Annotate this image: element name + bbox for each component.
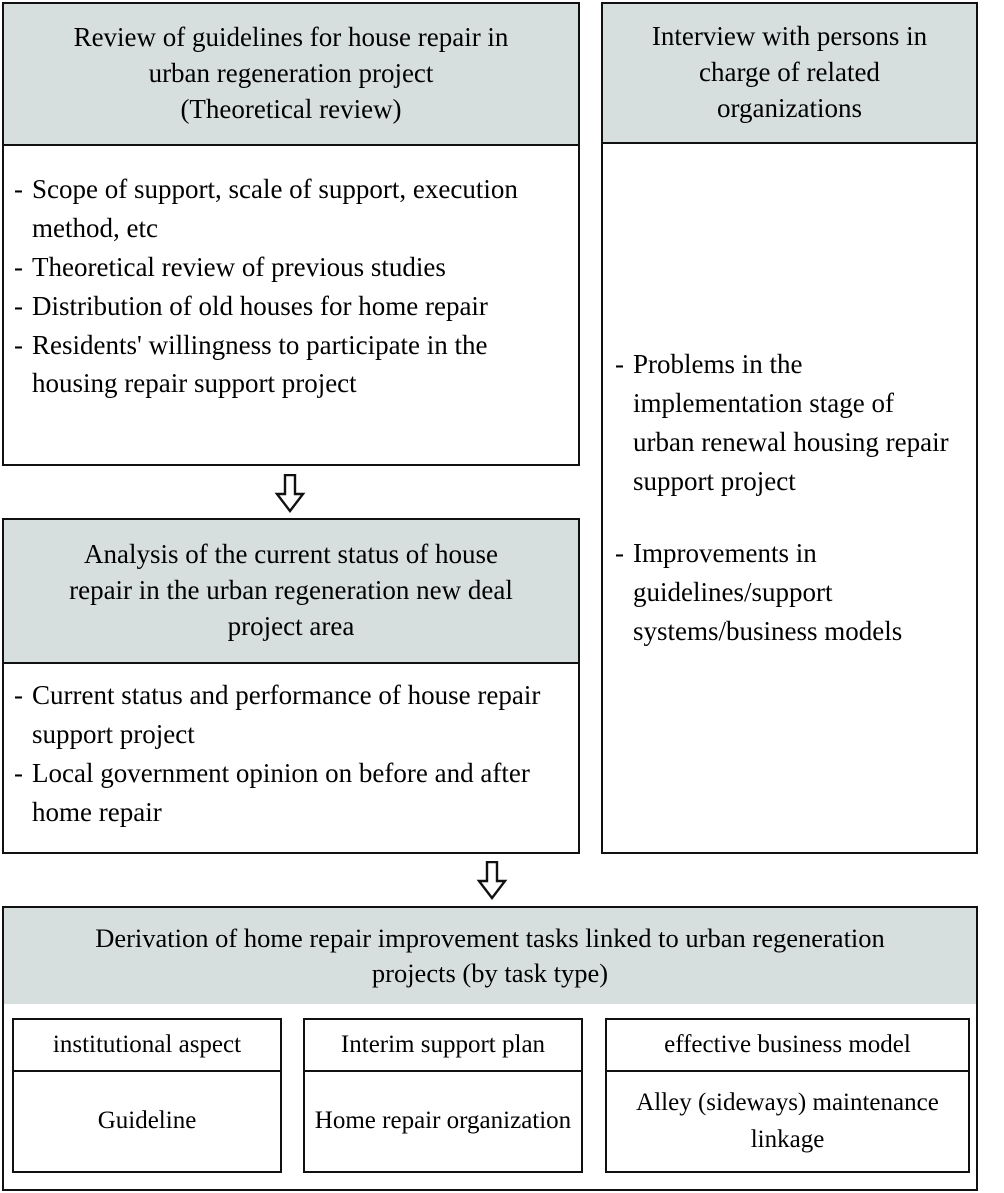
list-item: - Residents' willingness to participate in the housing repair support project (12, 326, 566, 404)
box-analysis-bullet-list (12, 676, 568, 832)
box-derivation-header (4, 908, 976, 1004)
subbox-interim-title: Interim support plan (305, 1020, 581, 1072)
box-review-header (4, 4, 578, 146)
box-interview-header-line-3: organizations (717, 92, 862, 123)
box-analysis-header-line-3: project area (227, 610, 355, 641)
box-interview-header-line-1: Interview with persons in (651, 21, 928, 52)
arrow-down-outline-icon (274, 474, 306, 519)
subbox-institutional-title: institutional aspect (14, 1020, 280, 1072)
list-item: - Distribution of old houses for home repair (12, 287, 566, 326)
box-review-bullet-list (12, 170, 566, 403)
box-review-of-guidelines (2, 2, 580, 466)
subbox-interim-support-plan (303, 1018, 583, 1173)
box-review-header-line-1: Review of guidelines for house repair in (73, 22, 509, 53)
subbox-interim-content: Home repair organization (314, 1107, 572, 1135)
box-interview-header-line-2: charge of related (699, 57, 880, 88)
arrow-down-outline-icon (476, 861, 508, 906)
subbox-effective-title: effective business model (607, 1020, 968, 1072)
box-analysis-body (4, 664, 578, 852)
box-review-header-line-2: urban regeneration project (148, 58, 434, 89)
box-interview-body (603, 144, 976, 852)
box-analysis-current-status (2, 518, 580, 854)
box-review-body (4, 146, 578, 464)
list-item: - Local government opinion on before and after home repair (12, 754, 568, 832)
list-item: - Current status and performance of house repair support project (12, 676, 568, 754)
box-interview-header (603, 4, 976, 144)
subbox-effective-business-model (605, 1018, 970, 1173)
box-derivation-body (4, 1004, 976, 1189)
box-analysis-header-line-2: repair in the urban regeneration new deal (69, 575, 513, 606)
box-analysis-header-line-1: Analysis of the current status of house (84, 539, 498, 570)
box-review-header-line-3: (Theoretical review) (180, 93, 402, 124)
list-item: - Scope of support, scale of support, execution method, etc (12, 170, 566, 248)
subbox-institutional-aspect (12, 1018, 282, 1173)
box-derivation-header-line-2: projects (by task type) (371, 958, 609, 988)
list-item: - Theoretical review of previous studies (12, 248, 566, 287)
box-interview-with-persons (601, 2, 978, 854)
box-interview-bullet-list (613, 345, 962, 651)
subbox-institutional-content: Guideline (97, 1107, 197, 1135)
box-derivation-of-tasks (2, 906, 978, 1191)
box-derivation-header-line-1: Derivation of home repair improvement tasks linked to urban regeneration (95, 922, 885, 953)
subbox-effective-content: Alley (sideways) maintenance linkage (636, 1089, 939, 1153)
list-item: - Improvements in guidelines/support systems/business models (613, 534, 962, 651)
list-item: - Problems in the implementation stage of urban renewal housing repair support project (613, 345, 962, 501)
derivation-subbox-row (4, 1004, 976, 1189)
box-analysis-header (4, 520, 578, 664)
